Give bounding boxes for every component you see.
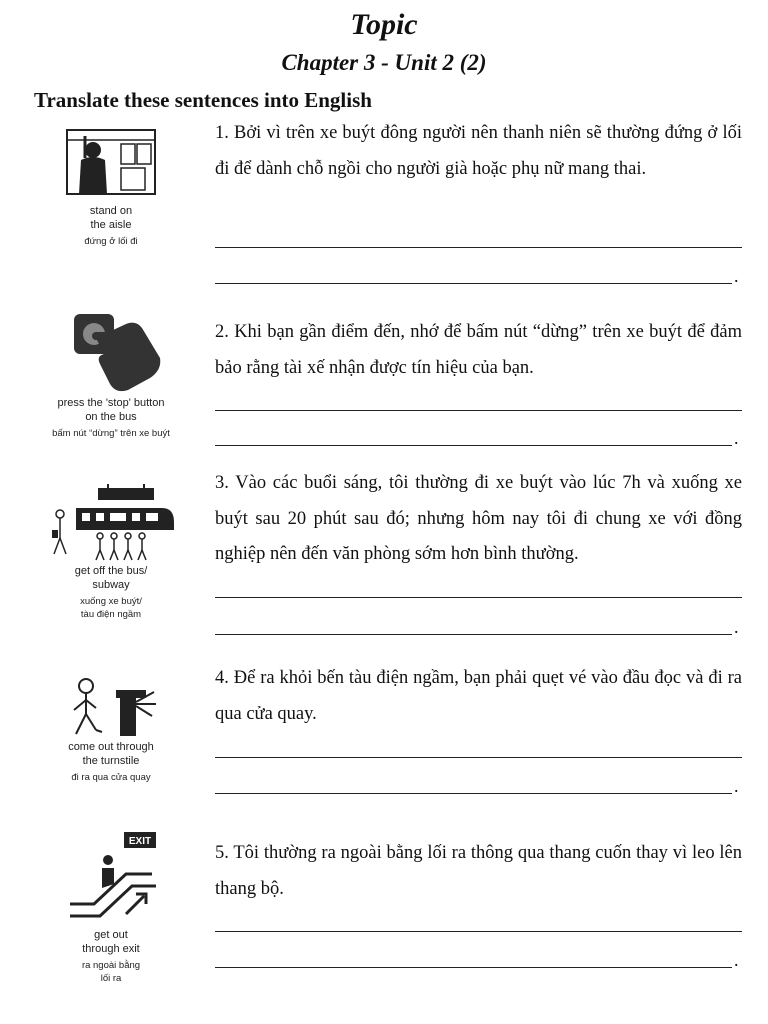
caption-vi-3-line-2: tàu điện ngầm <box>80 609 142 620</box>
end-period-2: . <box>734 428 739 448</box>
sentence-1: 1. Bởi vì trên xe buýt đông người nên thanh niên sẽ thường đứng ở lối đi để dành chỗ ngồi cho người già hoặc phụ nữ mang thai. <box>215 123 742 179</box>
caption-en-4-line-1: come out through <box>68 741 154 753</box>
illustration-2 <box>44 308 178 440</box>
caption-vi-5-line-1: ra ngoài bằng <box>81 960 141 971</box>
caption-en-5-line-2: through exit <box>82 943 140 955</box>
caption-vi-1: đứng ở lối đi <box>84 236 138 247</box>
answer-line-3b[interactable] <box>215 634 732 635</box>
caption-en-3-line-2: subway <box>92 579 130 591</box>
caption-vi-3-line-1: xuống xe buýt/ <box>80 596 142 607</box>
end-period-1: . <box>734 266 739 286</box>
answer-line-4b[interactable] <box>215 793 732 794</box>
caption-en-4-line-2: the turnstile <box>82 755 140 767</box>
sentence-3: 3. Vào các buổi sáng, tôi thường đi xe buýt vào lúc 7h và xuống xe buýt sau 20 phút sau đó; nhưng hôm nay tôi đi chung xe với đồng nghiệp nên đến văn phòng sớm hơn bình thường. <box>215 473 742 564</box>
caption-en-1-line-2: the aisle <box>90 219 132 231</box>
answer-line-1a[interactable] <box>215 247 742 248</box>
sentence-2: 2. Khi bạn gần điểm đến, nhớ để bấm nút “dừng” trên xe buýt để đảm bảo rằng tài xế nhận được tín hiệu của bạn. <box>215 322 742 378</box>
answer-line-4a[interactable] <box>215 757 742 758</box>
illustration-4 <box>44 672 178 784</box>
instruction-heading: Translate these sentences into English <box>34 88 372 112</box>
standing-aisle-icon <box>59 126 163 204</box>
answer-line-1b[interactable] <box>215 283 732 284</box>
caption-en-3-line-1: get off the bus/ <box>74 565 148 577</box>
page-title: Topic <box>350 8 418 41</box>
end-period-3: . <box>734 617 739 637</box>
caption-vi-2: bấm nút “dừng” trên xe buýt <box>52 428 170 439</box>
answer-line-3a[interactable] <box>215 597 742 598</box>
end-period-5: . <box>734 950 739 970</box>
illustration-3 <box>44 484 178 621</box>
caption-en-2-line-2: on the bus <box>85 411 137 423</box>
caption-vi-4: đi ra qua cửa quay <box>71 772 151 783</box>
illustration-1 <box>44 126 178 248</box>
caption-en-5-line-1: get out <box>94 929 128 941</box>
page-subtitle: Chapter 3 - Unit 2 (2) <box>281 50 487 75</box>
sentence-4: 4. Để ra khỏi bến tàu điện ngầm, bạn phải quẹt vé vào đầu đọc và đi ra qua cửa quay. <box>215 668 742 724</box>
illustration-5 <box>44 830 178 985</box>
sentence-5: 5. Tôi thường ra ngoài bằng lối ra thông qua thang cuốn thay vì leo lên thang bộ. <box>215 843 742 899</box>
end-period-4: . <box>734 776 739 796</box>
escalator-exit-icon <box>56 830 166 928</box>
answer-line-2b[interactable] <box>215 445 732 446</box>
caption-vi-5-line-2: lối ra <box>100 973 122 984</box>
press-button-icon <box>56 308 166 396</box>
caption-en-1-line-1: stand on <box>89 205 133 217</box>
answer-line-5b[interactable] <box>215 967 732 968</box>
turnstile-icon <box>56 672 166 740</box>
answer-line-5a[interactable] <box>215 931 742 932</box>
train-icon <box>46 484 176 564</box>
exit-sign-label: EXIT <box>128 836 152 847</box>
caption-en-2-line-1: press the 'stop' button <box>57 397 165 409</box>
answer-line-2a[interactable] <box>215 410 742 411</box>
